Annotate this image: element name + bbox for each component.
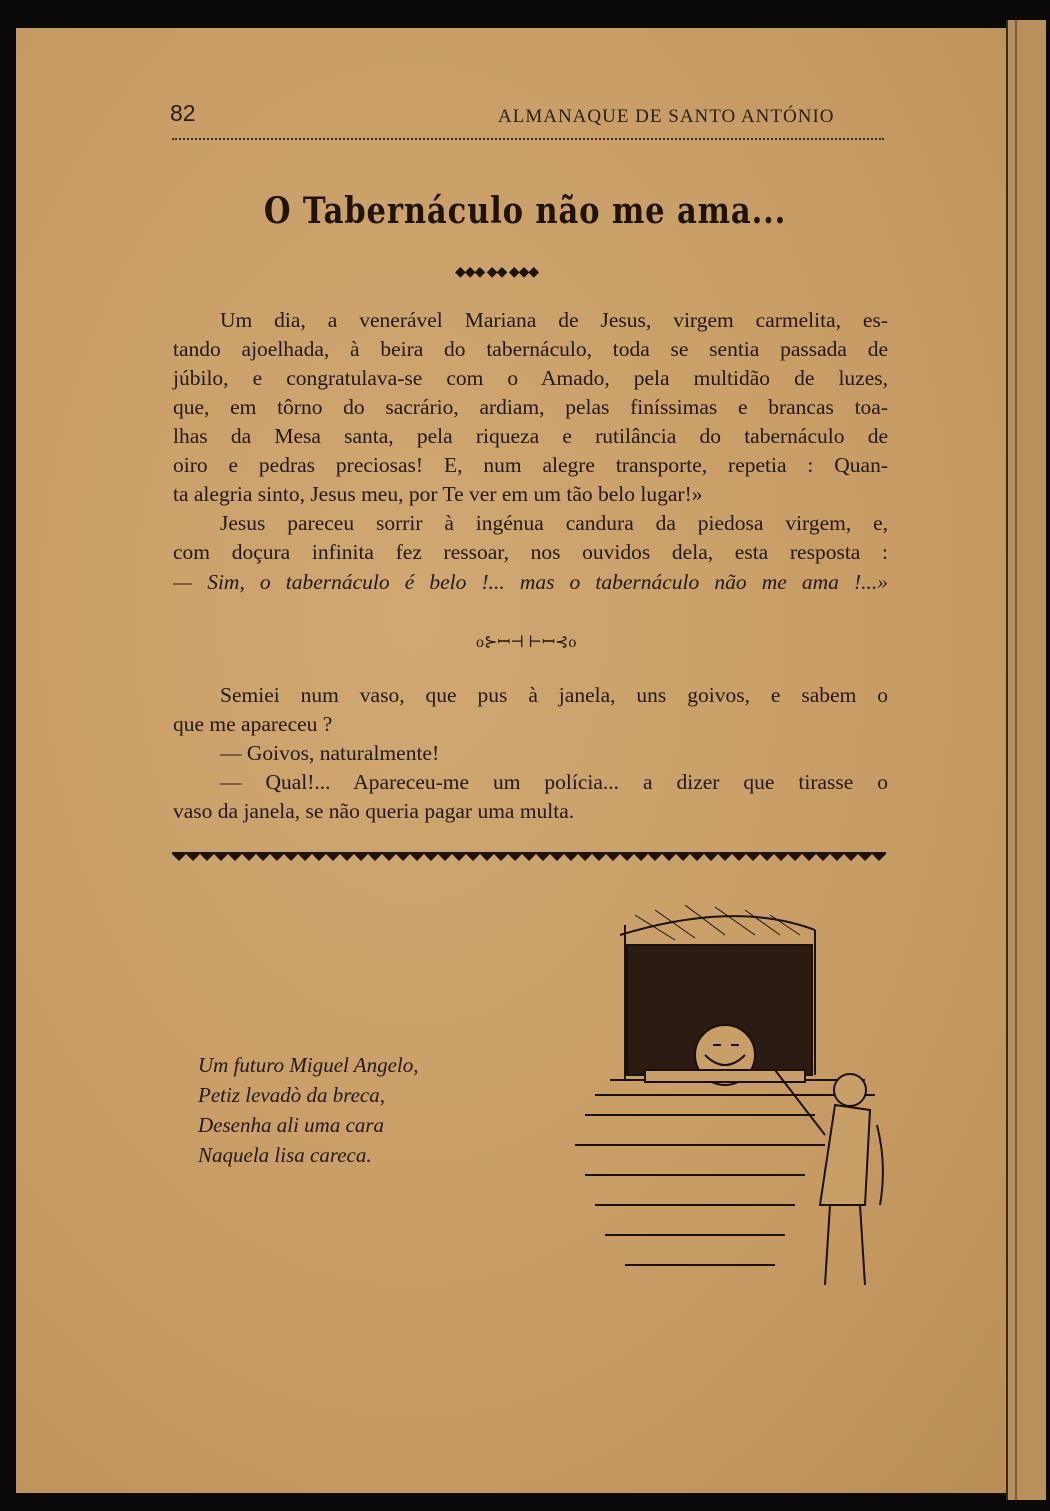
running-title: ALMANAQUE DE SANTO ANTÓNIO	[498, 106, 835, 127]
wavy-divider	[172, 852, 886, 862]
text-line: que, em tôrno do sacrário, ardiam, pelas finíssimas e brancas toa-	[173, 395, 888, 419]
page-gutter	[1015, 20, 1017, 1500]
page-number: 82	[170, 100, 196, 126]
text-line: júbilo, e congratulava-se com o Amado, pela multidão de luzes,	[173, 366, 888, 390]
next-page-edge	[1006, 20, 1046, 1500]
poem-line: Naquela lisa careca.	[198, 1143, 372, 1167]
section-divider-ornament: o⊱ꟷ⊣ ⊢ꟷ⊰o	[476, 634, 577, 651]
text-line: Semiei num vaso, que pus à janela, uns goivos, e sabem o	[220, 683, 888, 707]
text-line: com doçura infinita fez ressoar, nos ouvidos dela, esta resposta :	[173, 540, 888, 564]
text-line: — Qual!... Apareceu-me um polícia... a dizer que tirasse o	[220, 770, 888, 794]
title-ornament: ◆◆◆ ◆◆ ◆◆◆	[455, 265, 539, 280]
article-title: O Tabernáculo não me ama...	[263, 190, 787, 232]
illustration-boy-drawing-on-bald-head	[565, 905, 895, 1300]
poem-line: Desenha ali uma cara	[198, 1113, 385, 1137]
poem-line: Petiz levadò da breca,	[198, 1083, 386, 1107]
text-line: vaso da janela, se não queria pagar uma multa.	[173, 799, 575, 823]
text-line: ta alegria sinto, Jesus meu, por Te ver em um tão belo lugar!»	[173, 482, 703, 506]
text-line-italic: — Sim, o tabernáculo é belo !... mas o tabernáculo não me ama !...»	[173, 570, 888, 594]
poem-line: Um futuro Miguel Angelo,	[198, 1053, 419, 1077]
text-line: — Goivos, naturalmente!	[220, 741, 440, 765]
text-line: Jesus pareceu sorrir à ingénua candura da piedosa virgem, e,	[220, 511, 888, 535]
text-line: tando ajoelhada, à beira do tabernáculo, toda se sentia passada de	[173, 337, 888, 361]
text-line: lhas da Mesa santa, pela riqueza e rutilância do tabernáculo de	[173, 424, 888, 448]
header-rule	[172, 138, 884, 140]
text-line: que me apareceu ?	[173, 712, 333, 736]
text-line: oiro e pedras preciosas! E, num alegre transporte, repetia : Quan-	[173, 453, 888, 477]
text-line: Um dia, a venerável Mariana de Jesus, virgem carmelita, es-	[220, 308, 888, 332]
